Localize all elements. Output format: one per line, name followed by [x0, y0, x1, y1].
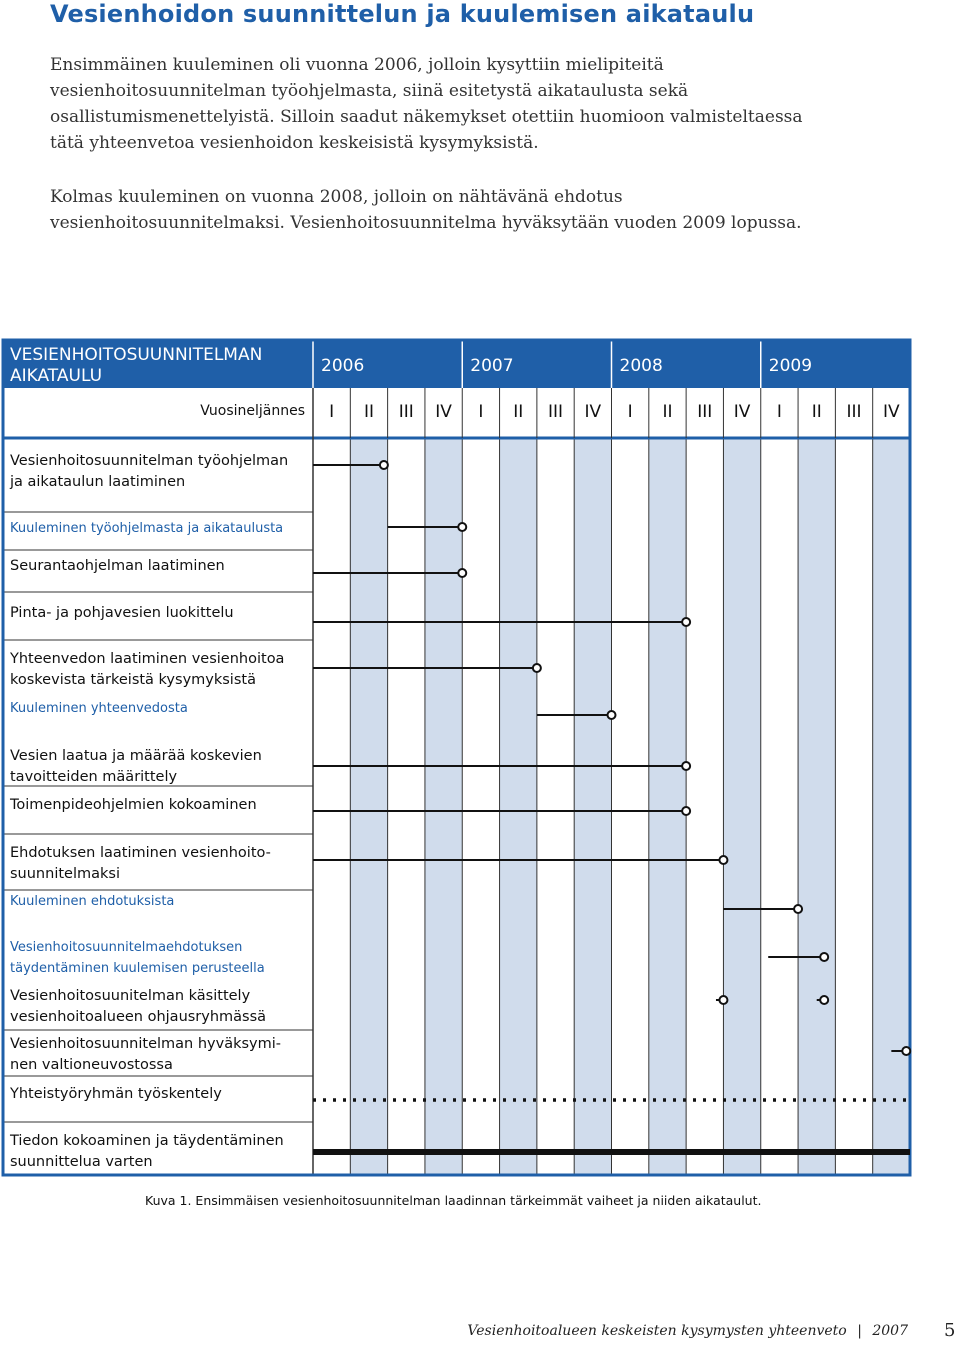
task-label: Vesien laatua ja määrää koskevien [10, 748, 262, 764]
task-label: Yhteistyöryhmän työskentely [10, 1086, 222, 1102]
quarter-label: III [398, 402, 414, 422]
task-end-marker [820, 953, 828, 961]
task-label-hearing: Kuuleminen ehdotuksista [10, 894, 175, 909]
task-label: Vesienhoitosuunnitelman työohjelman [10, 453, 289, 469]
intro-paragraph-1: Ensimmäinen kuuleminen oli vuonna 2006, jolloin kysyttiin mielipiteitä vesienhoitosuunnitelman työohjelmasta, siinä esitetystä aikataulusta sekä osallistumismenettelyistä. Silloin saadut näkemykset otettiin huomioon valmisteltaessa tätä yhteenvetoa vesienhoidon keskeisistä kysymyksistä. [50, 55, 803, 153]
quarter-label: III [846, 402, 862, 422]
footer-year: 2007 [872, 1323, 908, 1339]
page-title: Vesienhoidon suunnittelun ja kuulemisen aikataulu [50, 0, 755, 28]
task-label: Yhteenvedon laatiminen vesienhoitoa [10, 651, 285, 667]
quarter-label: II [513, 402, 524, 422]
quarter-column-shade [500, 438, 537, 1175]
task-end-marker [719, 996, 727, 1004]
year-label: 2008 [619, 356, 663, 376]
quarter-label: IV [584, 402, 602, 422]
quarter-column-shade [649, 438, 686, 1175]
task-end-marker [682, 762, 690, 770]
figure-caption: Kuva 1. Ensimmäisen vesienhoitosuunnitelman laadinnan tärkeimmät vaiheet ja niiden aikataulut. [145, 1193, 762, 1208]
task-end-marker [608, 711, 616, 719]
chart-header-title: VESIENHOITOSUUNNITELMAN [10, 345, 263, 365]
task-end-marker [533, 664, 541, 672]
task-label: ja aikataulun laatiminen [10, 474, 186, 490]
quarter-column-shade [425, 438, 462, 1175]
task-end-marker [794, 905, 802, 913]
quarter-label: III [548, 402, 564, 422]
task-label: Toimenpideohjelmien kokoaminen [10, 797, 257, 813]
task-label: nen valtioneuvostossa [10, 1057, 173, 1073]
footer-publication-title: Vesienhoitoalueen keskeisten kysymysten yhteenveto [467, 1323, 847, 1339]
task-end-marker [682, 618, 690, 626]
chart-header-title: AIKATAULU [10, 366, 103, 386]
task-bar-thick [313, 1149, 910, 1155]
task-label: Tiedon kokoaminen ja täydentäminen [10, 1133, 284, 1149]
task-end-marker [458, 523, 466, 531]
task-label: vesienhoitoalueen ohjausryhmässä [10, 1009, 267, 1025]
quarter-label: IV [435, 402, 452, 422]
year-label: 2006 [321, 356, 365, 376]
task-end-marker [682, 807, 690, 815]
quarter-label: I [627, 402, 633, 422]
footer [467, 1323, 908, 1339]
task-end-marker [380, 461, 388, 469]
quarter-label: IV [733, 402, 751, 422]
task-label: tavoitteiden määrittely [10, 769, 178, 785]
quarter-label: I [329, 402, 335, 422]
quarter-column-shade [798, 438, 835, 1175]
task-label: suunnittelua varten [10, 1154, 153, 1170]
task-label: suunnitelmaksi [10, 866, 120, 882]
task-label: Ehdotuksen laatiminen vesienhoito- [10, 845, 271, 861]
task-label-hearing: täydentäminen kuulemisen perusteella [10, 961, 265, 976]
task-label: Vesienhoitosuunitelman käsittely [10, 988, 251, 1004]
quarter-column-shade [873, 438, 910, 1175]
task-label: Pinta- ja pohjavesien luokittelu [10, 605, 234, 621]
quarter-label: II [662, 402, 673, 422]
quarter-column-shade [350, 438, 387, 1175]
footer-separator: | [857, 1323, 862, 1339]
page-number: 5 [944, 1320, 956, 1341]
quarter-label: IV [883, 402, 900, 422]
quarter-label: III [697, 402, 713, 422]
quarter-label: II [811, 402, 822, 422]
quarter-label: I [776, 402, 782, 422]
task-label: Seurantaohjelman laatiminen [10, 558, 225, 574]
quarter-header-label: Vuosineljännes [200, 403, 305, 419]
quarter-label: II [363, 402, 374, 422]
task-label: koskevista tärkeistä kysymyksistä [10, 672, 256, 688]
task-end-marker [820, 996, 828, 1004]
task-label-hearing: Kuuleminen yhteenvedosta [10, 701, 188, 716]
quarter-label: I [478, 402, 484, 422]
quarter-column-shade [723, 438, 760, 1175]
task-label-hearing: Kuuleminen työohjelmasta ja aikataulusta [10, 521, 284, 536]
schedule-gantt-chart [0, 330, 960, 1190]
task-end-marker [902, 1047, 910, 1055]
task-end-marker [458, 569, 466, 577]
task-label: Vesienhoitosuunnitelman hyväksymi- [10, 1036, 281, 1052]
task-end-marker [719, 856, 727, 864]
year-label: 2009 [768, 356, 813, 376]
year-label: 2007 [470, 356, 514, 376]
quarter-column-shade [574, 438, 611, 1175]
task-label-hearing: Vesienhoitosuunnitelmaehdotuksen [10, 940, 243, 955]
intro-paragraph-2: Kolmas kuuleminen on vuonna 2008, jolloin on nähtävänä ehdotus vesienhoitosuunnitelmaksi. Vesienhoitosuunnitelma hyväksytään vuoden 2009 lopussa. [50, 187, 802, 233]
